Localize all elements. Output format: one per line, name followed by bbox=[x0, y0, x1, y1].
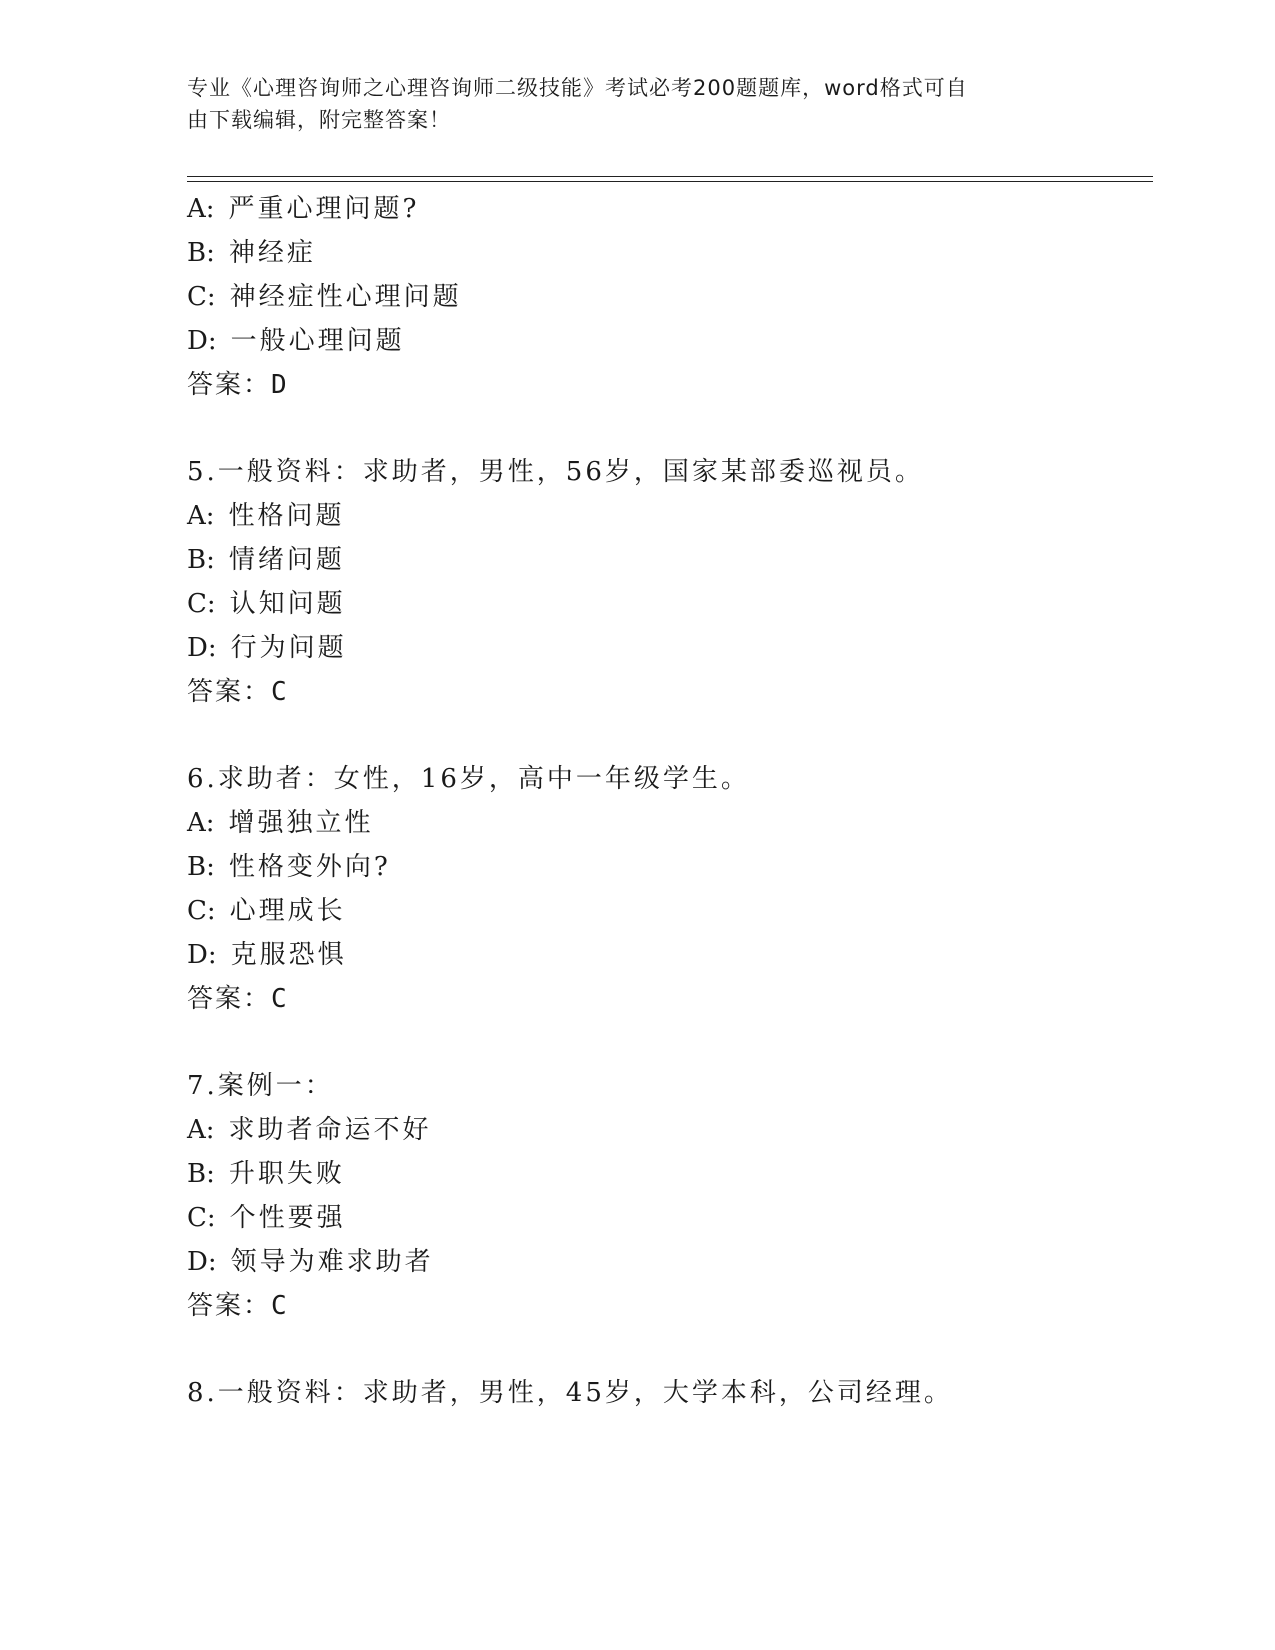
option-label: D: bbox=[187, 326, 217, 356]
option-text: 行为问题 bbox=[230, 633, 347, 663]
answer-label: 答案： bbox=[187, 677, 272, 707]
option-d bbox=[187, 1246, 434, 1278]
answer-value: C bbox=[271, 1291, 289, 1321]
option-b bbox=[187, 851, 391, 883]
option-label: B: bbox=[187, 1159, 215, 1189]
header-divider-bottom bbox=[187, 181, 1153, 182]
answer-value: C bbox=[271, 677, 289, 707]
option-text: 心理成长 bbox=[229, 896, 346, 926]
question-text: 6.求助者：女性，16岁，高中一年级学生。 bbox=[187, 764, 750, 794]
option-label: C: bbox=[187, 896, 216, 926]
answer-label: 答案： bbox=[187, 1291, 272, 1321]
header-line-1: 专业《心理咨询师之心理咨询师二级技能》考试必考200题题库，word格式可自 bbox=[187, 76, 968, 100]
answer-line bbox=[187, 676, 289, 708]
option-a bbox=[187, 1114, 432, 1146]
option-label: B: bbox=[187, 238, 215, 268]
header-line-2: 由下载编辑，附完整答案！ bbox=[187, 108, 451, 132]
option-text: 情绪问题 bbox=[228, 545, 345, 575]
option-label: C: bbox=[187, 282, 216, 312]
option-text: 严重心理问题? bbox=[228, 194, 420, 224]
answer-line bbox=[187, 983, 289, 1015]
option-a bbox=[187, 807, 374, 839]
answer-label: 答案： bbox=[187, 370, 272, 400]
option-label: B: bbox=[187, 852, 215, 882]
option-label: A: bbox=[187, 1115, 215, 1145]
option-label: A: bbox=[187, 808, 215, 838]
option-b bbox=[187, 544, 345, 576]
option-label: D: bbox=[187, 1247, 217, 1277]
question-text: 7.案例一： bbox=[187, 1071, 334, 1101]
option-text: 性格问题 bbox=[228, 501, 345, 531]
option-c bbox=[187, 1202, 346, 1234]
option-label: C: bbox=[187, 1203, 216, 1233]
option-text: 一般心理问题 bbox=[230, 326, 405, 356]
option-text: 领导为难求助者 bbox=[230, 1247, 434, 1277]
option-label: A: bbox=[187, 501, 215, 531]
answer-label: 答案： bbox=[187, 984, 272, 1014]
option-d bbox=[187, 939, 347, 971]
document-header bbox=[187, 72, 1087, 136]
option-label: D: bbox=[187, 633, 217, 663]
answer-line bbox=[187, 1290, 289, 1322]
option-label: A: bbox=[187, 194, 215, 224]
option-b bbox=[187, 237, 316, 269]
option-text: 个性要强 bbox=[229, 1203, 346, 1233]
option-text: 升职失败 bbox=[228, 1159, 345, 1189]
answer-line bbox=[187, 369, 289, 401]
option-d bbox=[187, 325, 405, 357]
header-divider-top bbox=[187, 176, 1153, 177]
option-label: B: bbox=[187, 545, 215, 575]
option-a bbox=[187, 500, 345, 532]
option-c bbox=[187, 281, 462, 313]
option-text: 增强独立性 bbox=[228, 808, 374, 838]
answer-value: C bbox=[271, 984, 289, 1014]
option-text: 克服恐惧 bbox=[230, 940, 347, 970]
option-d bbox=[187, 632, 347, 664]
option-text: 性格变外向? bbox=[228, 852, 391, 882]
option-c bbox=[187, 588, 346, 620]
question-text: 8.一般资料：求助者，男性，45岁，大学本科，公司经理。 bbox=[187, 1378, 953, 1408]
option-label: D: bbox=[187, 940, 217, 970]
option-a bbox=[187, 193, 420, 225]
option-label: C: bbox=[187, 589, 216, 619]
option-c bbox=[187, 895, 346, 927]
option-text: 神经症性心理问题 bbox=[229, 282, 462, 312]
option-text: 认知问题 bbox=[229, 589, 346, 619]
question-text: 5.一般资料：求助者，男性，56岁，国家某部委巡视员。 bbox=[187, 457, 924, 487]
option-text: 求助者命运不好 bbox=[228, 1115, 432, 1145]
option-text: 神经症 bbox=[228, 238, 316, 268]
option-b bbox=[187, 1158, 345, 1190]
answer-value: D bbox=[271, 370, 289, 400]
